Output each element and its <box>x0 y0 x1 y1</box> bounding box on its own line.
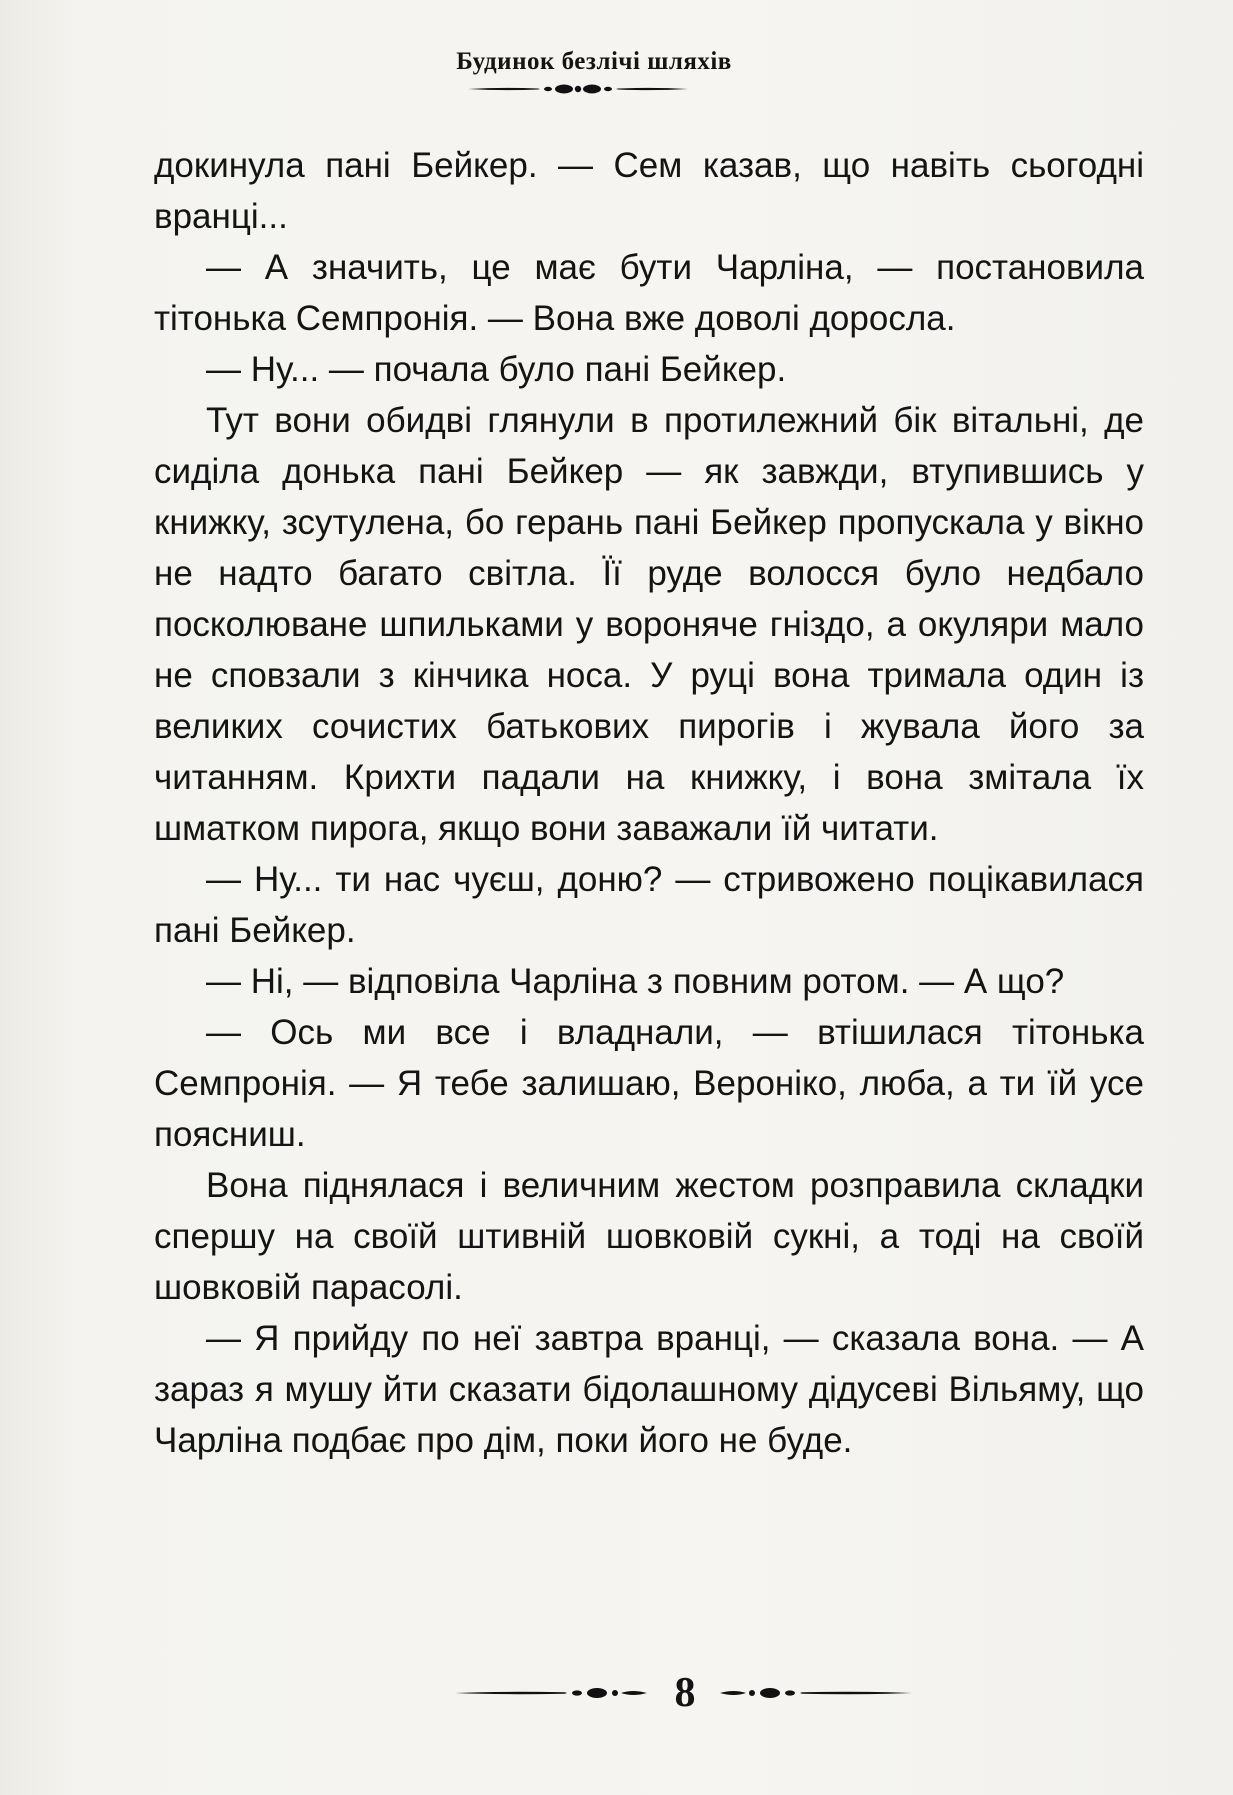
paragraph: докинула пані Бейкер. — Сем казав, що навіть сьогодні вранці... <box>154 146 1144 236</box>
paragraph: — Ну... — почала було пані Бейкер. <box>206 350 787 389</box>
paragraph: — Ну... ти нас чуєш, доню? — стривожено поцікавилася пані Бейкер. <box>154 860 1144 950</box>
page-header <box>0 48 1233 98</box>
footer-ornament-left <box>455 1683 655 1703</box>
paragraph: Тут вони обидві глянули в протилежний бік вітальні, де сиділа донька пані Бейкер — як завжди, втупившись у книжку, зсутулена, бо герань пані Бейкер пропускала у вікно не надто багато світла. Її руде волосся було недбало посколюване шпильками у вороняче гніздо, а окуляри мало не сповзали з кінчика носа. У руці вона тримала один із великих сочистих батькових пирогів і жувала його за читанням. Крихти падали на книжку, і вона змітала їх шматком пирога, якщо вони заважали їй читати. <box>154 401 1144 848</box>
paragraph: Вона піднялася і величним жестом розправила складки спершу на своїй штивній шовковій сукні, а тоді на своїй шовковій парасолі. <box>154 1166 1144 1307</box>
page-number: 8 <box>674 1670 696 1716</box>
header-ornament <box>468 80 688 98</box>
paragraph: — А значить, це має бути Чарліна, — постановила тітонька Семпронія. — Вона вже доволі доросла. <box>154 248 1144 338</box>
page-text <box>154 140 1144 1466</box>
paragraph: — Ні, — відповіла Чарліна з повним ротом. — А що? <box>206 962 1065 1001</box>
running-title: Будинок безлічі шляхів <box>456 48 732 75</box>
page-footer <box>0 1665 1233 1725</box>
paragraph: — Я прийду по неї завтра вранці, — сказала вона. — А зараз я мушу йти сказати бідолашному дідусеві Вільяму, що Чарліна подбає про дім, поки його не буде. <box>154 1319 1144 1460</box>
footer-ornament-right <box>712 1683 912 1703</box>
paragraph: — Ось ми все і владнали, — втішилася тітонька Семпронія. — Я тебе залишаю, Вероніко, люба, а ти їй усе поясниш. <box>154 1013 1144 1154</box>
